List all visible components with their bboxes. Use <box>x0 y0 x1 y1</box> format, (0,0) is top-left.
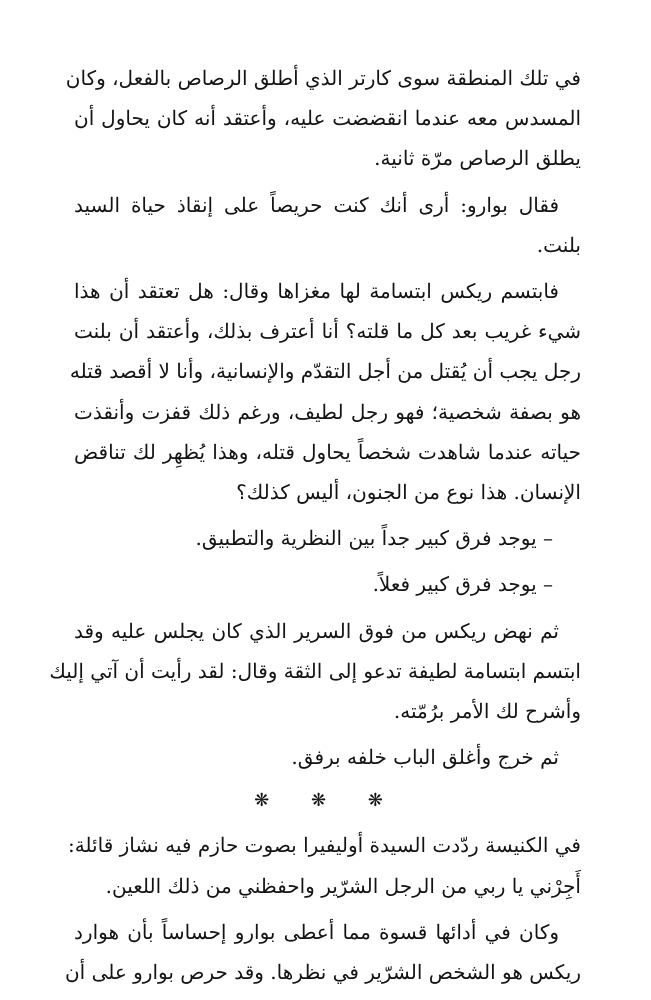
section-separator: ❋ ❋ ❋ <box>254 790 401 812</box>
text-line: – يوجد فرق كبير جداً بين النظرية والتطبيق. <box>195 526 553 551</box>
paragraph-3 <box>69 271 581 512</box>
text-line: فابتسم ريكس ابتسامة لها مغزاها وقال: هل تعتقد أن هذا <box>74 279 559 304</box>
paragraph-1 <box>65 58 581 179</box>
text-line: وأشرح لك الأمر برُمّته. <box>393 699 581 724</box>
text-line: وكان في أدائها قسوة مما أعطى بوارو إحساساً بأن هوارد <box>74 919 559 944</box>
text-line: شيء غريب بعد كل ما قلته؟ أنا أعترف بذلك، وأعتقد أن بلنت <box>74 319 581 344</box>
paragraph-2 <box>74 185 581 265</box>
text-line: في تلك المنطقة سوى كارتر الذي أطلق الرصاص بالفعل، وكان <box>65 66 581 90</box>
dialogue-line-2 <box>74 564 581 604</box>
paragraph-7 <box>64 912 581 992</box>
text-line: أَجِرْني يا ربي من الرجل الشرّير واحفظني من ذلك اللعين. <box>105 873 581 898</box>
text-line: هو بصفة شخصية؛ فهو رجل لطيف، ورغم ذلك قفزت وأنقذت <box>74 399 581 424</box>
dialogue-line-1 <box>74 518 581 558</box>
text-line: ثم نهض ريكس من فوق السرير الذي كان يجلس عليه وقد <box>74 618 559 643</box>
text-line: حياته عندما شاهدت شخصاً يحاول قتله، وهذا يُظهِر لك تناقض <box>74 439 581 464</box>
paragraph-5 <box>74 737 581 777</box>
book-page <box>49 58 581 992</box>
text-line: يطلق الرصاص مرّة ثانية. <box>374 146 581 171</box>
text-line: فقال بوارو: أرى أنك كنت حريصاً على إنقاذ حياة السيد <box>74 192 559 217</box>
text-line: بلنت. <box>536 232 581 257</box>
text-line: ريكس هو الشخص الشرّير في نظرها. وقد حرص بوارو على أن <box>64 960 581 985</box>
text-line: المسدس معه عندما انقضضت عليه، وأعتقد أنه كان يحاول أن <box>74 106 581 131</box>
text-line: الإنسان. هذا نوع من الجنون، أليس كذلك؟ <box>236 480 581 505</box>
text-line: رجل يجب أن يُقتل من أجل التقدّم والإنسانية، وأنا لا أقصد قتله <box>69 359 581 384</box>
paragraph-6 <box>67 825 581 905</box>
text-line: – يوجد فرق كبير فعلاً. <box>372 572 553 597</box>
paragraph-4 <box>49 611 581 732</box>
text-line: ثم خرج وأغلق الباب خلفه برفق. <box>291 745 559 770</box>
text-line: ابتسم ابتسامة لطيفة تدعو إلى الثقة وقال: لقد رأيت أن آتي إليك <box>49 658 581 683</box>
text-line: في الكنيسة ردّدت السيدة أوليفيرا بصوت حازم فيه نشاز قائلة: <box>67 833 581 858</box>
